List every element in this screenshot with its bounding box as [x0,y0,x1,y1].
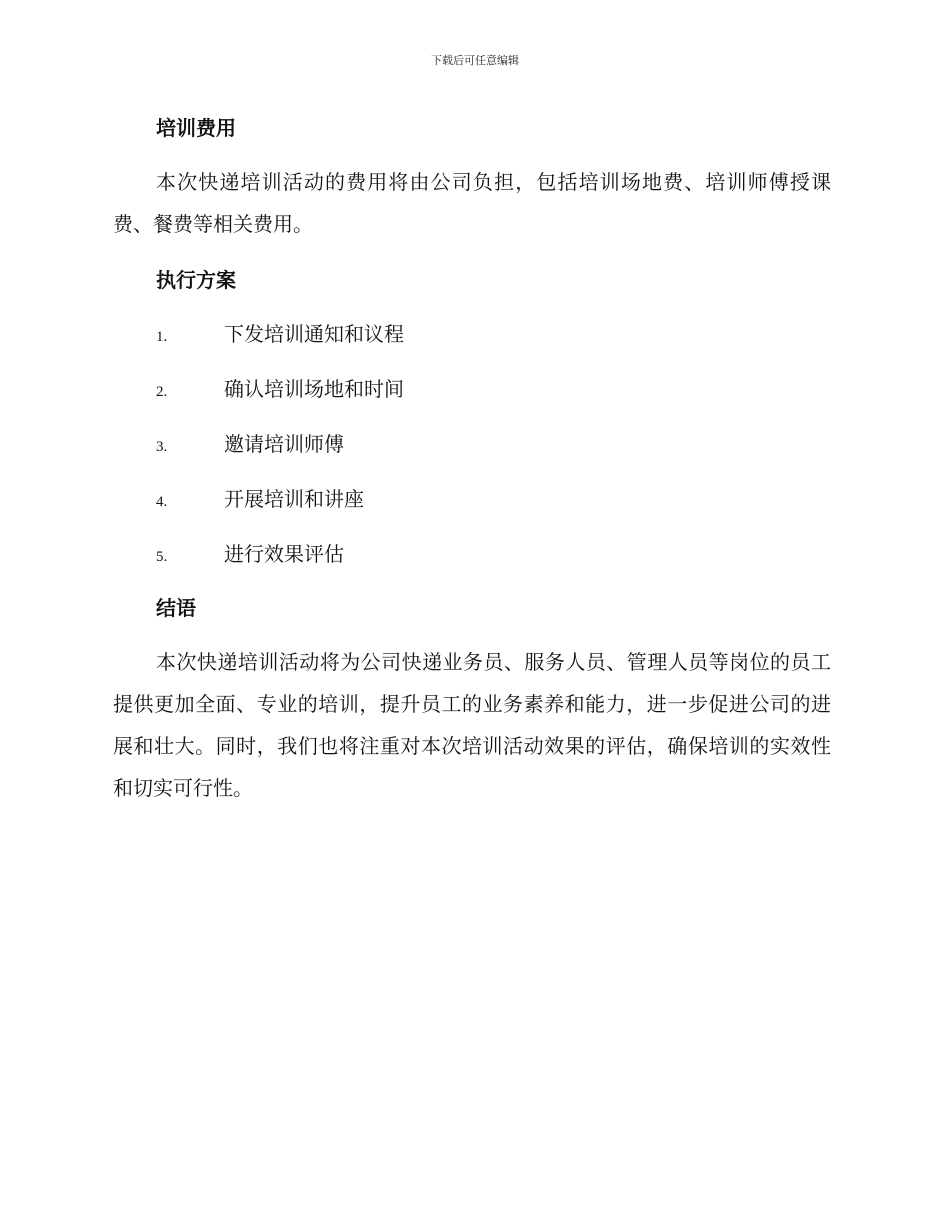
list-item-number: 5. [156,549,168,565]
list-item [156,430,344,458]
list-item [156,375,404,403]
list-item-number: 3. [156,439,168,455]
list-item [156,485,364,513]
heading-conclusion: 结语 [156,596,196,620]
paragraph-conclusion: 本次快递培训活动将为公司快递业务员、服务人员、管理人员等岗位的员工提供更加全面、专业的培训，提升员工的业务素养和能力，进一步促进公司的进展和壮大。同时，我们也将注重对本次培训活动效果的评估，确保培训的实效性和切实可行性。 [113,650,831,800]
list-item-text: 进行效果评估 [224,542,344,566]
paragraph-training-cost: 本次快递培训活动的费用将由公司负担，包括培训场地费、培训师傅授课费、餐费等相关费用。 [113,170,831,236]
list-item-number: 1. [156,329,168,345]
list-item-text: 邀请培训师傅 [224,432,344,456]
list-item-text: 开展培训和讲座 [224,487,364,511]
heading-training-cost: 培训费用 [156,116,236,140]
list-item [156,540,344,568]
list-item-text: 确认培训场地和时间 [224,377,404,401]
page-header-note: 下载后可任意编辑 [431,54,519,67]
list-item-text: 下发培训通知和议程 [224,322,404,346]
list-item-number: 2. [156,384,168,400]
list-item [156,320,404,348]
heading-execution-plan: 执行方案 [156,268,236,292]
list-item-number: 4. [156,494,168,510]
